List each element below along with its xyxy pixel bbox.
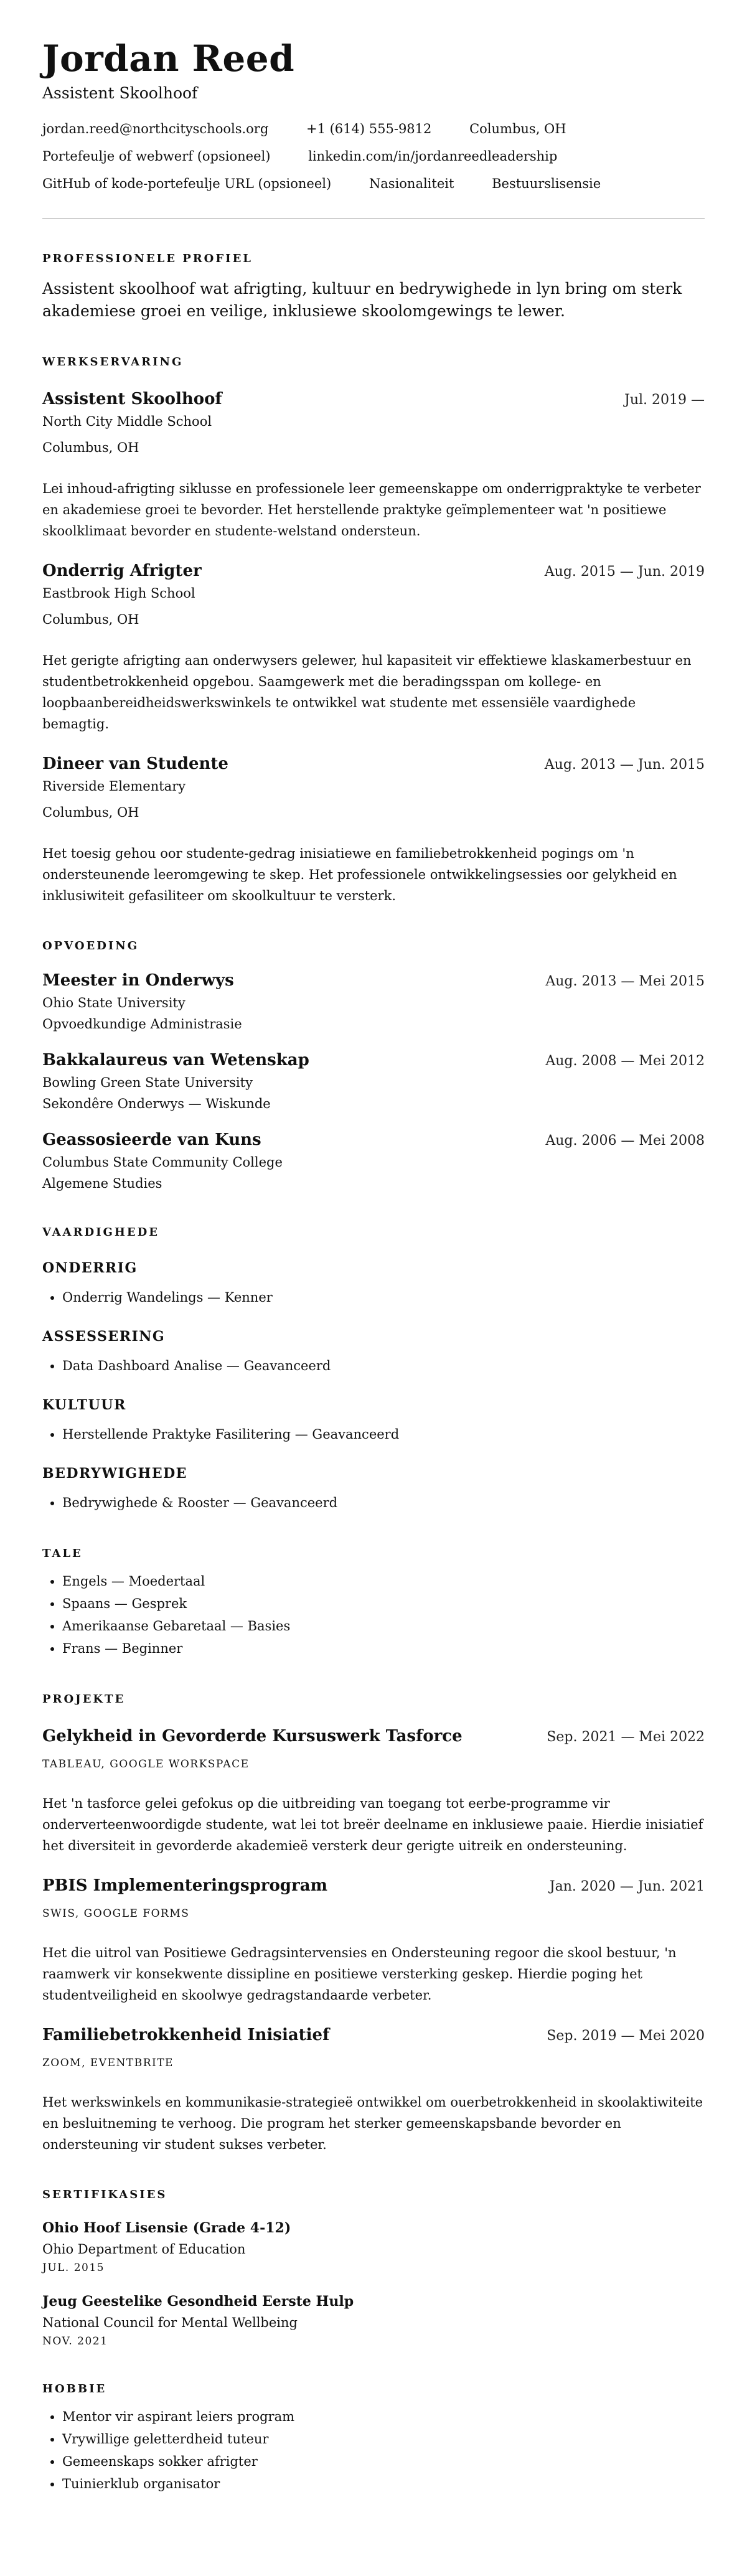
job-title: Onderrig Afrigter [42, 562, 202, 580]
resume-header [42, 36, 705, 193]
language-list [42, 1570, 705, 1660]
education-entry [42, 970, 705, 1033]
section-title: VAARDIGHEDE [42, 1226, 159, 1239]
contact-portfolio: Portefeulje of webwerf (opsioneel) [42, 149, 271, 164]
certification-date: JUL. 2015 [42, 2262, 105, 2274]
section-title: PROJEKTE [42, 1693, 126, 1706]
profile-section [42, 251, 705, 322]
project-description: Het die uitrol van Positiewe Gedragsintervensies en Ondersteuning regoor die skool bestuur, 'n raamwerk vir konsekwente dissipline en positiewe versterking geskep. Hierdie poging het studentveiligheid en skoolwye gedragstandaarde verbeter. [42, 1945, 677, 2003]
project-entry [42, 2024, 705, 2155]
education-dates: Aug. 2013 — Mei 2015 [545, 974, 705, 989]
project-dates: Sep. 2019 — Mei 2020 [547, 2028, 705, 2044]
project-title: PBIS Implementeringsprogram [42, 1876, 328, 1895]
certification-title: Ohio Hoof Lisensie (Grade 4-12) [42, 2220, 291, 2236]
skill-list [42, 1286, 705, 1309]
languages-section [42, 1546, 705, 1660]
job-description: Het gerigte afrigting aan onderwysers gelewer, hul kapasiteit vir effektiewe klaskamerbestuur en studentbetrokkenheid opgebou. Saamgewerk met die beradingsspan om kollege- en loopbaanbereidheidswerkswinkels te ontwikkel wat studente met essensiële vaardighede bemagtig. [42, 653, 692, 731]
certifications-section [42, 2188, 705, 2349]
header-divider [42, 218, 705, 219]
skill-list [42, 1355, 705, 1377]
education-dates: Aug. 2008 — Mei 2012 [545, 1053, 705, 1069]
project-dates: Jan. 2020 — Jun. 2021 [549, 1879, 705, 1894]
employer: North City Middle School [42, 414, 212, 429]
certification-entry [42, 2219, 705, 2276]
job-title: Assistent Skoolhoof [42, 390, 222, 408]
language-item: • Engels — Moedertaal [62, 1570, 705, 1592]
contact-drivers-license: Bestuurslisensie [492, 176, 601, 191]
skill-list [42, 1423, 705, 1445]
experience-entry [42, 388, 705, 542]
skill-category: ASSESSERING [42, 1328, 166, 1345]
project-description: Het 'n tasforce gelei gefokus op die uitbreiding van toegang tot eerbe-programme vir onderverteenwoordigde studente, wat lei tot breër deelname en inklusiewe paaie. Hierdie inisiatief het diversiteit in gevorderde akademieë versterk deur gerigte uitreik en ondersteuning. [42, 1796, 703, 1853]
school-name: Ohio State University [42, 995, 186, 1010]
project-dates: Sep. 2021 — Mei 2022 [547, 1729, 705, 1745]
profile-summary: Assistent skoolhoof wat afrigting, kultuur en bedrywighede in lyn bring om sterk akademiese groei en veilige, inklusiewe skoolomgewings te lewer. [42, 280, 682, 320]
experience-section [42, 355, 705, 906]
hobby-list [42, 2405, 705, 2495]
section-title: TALE [42, 1547, 83, 1560]
candidate-name: Jordan Reed [42, 37, 295, 80]
certification-date: NOV. 2021 [42, 2335, 108, 2348]
job-title: Dineer van Studente [42, 754, 228, 773]
contact-linkedin[interactable]: linkedin.com/in/jordanreedleadership [308, 149, 558, 164]
job-dates: Aug. 2015 — Jun. 2019 [544, 564, 705, 580]
degree-title: Meester in Onderwys [42, 971, 234, 990]
skills-section [42, 1225, 705, 1514]
section-title: HOBBIE [42, 2382, 107, 2395]
contact-nationality: Nasionaliteit [369, 176, 454, 191]
contact-phone[interactable]: +1 (614) 555-9812 [306, 121, 432, 136]
contact-row [42, 174, 705, 193]
education-entry [42, 1050, 705, 1113]
hobbies-section [42, 2382, 705, 2495]
project-title: Familiebetrokkenheid Inisiatief [42, 2026, 330, 2044]
language-item: • Spaans — Gesprek [62, 1592, 705, 1615]
hobby-item: • Mentor vir aspirant leiers program [62, 2405, 705, 2428]
skill-item: • Data Dashboard Analise — Geavanceerd [62, 1355, 705, 1377]
project-entry [42, 1875, 705, 2006]
education-entry [42, 1129, 705, 1193]
job-description: Lei inhoud-afrigting siklusse en professionele leer gemeenskappe om onderrigpraktyke te verbeter en akademiese groei te bevorder. Het herstellende praktyke geïmplementeer wat 'n positiewe skoolklimaat bevorder en studente-welstand ondersteun. [42, 481, 701, 538]
job-dates: Aug. 2013 — Jun. 2015 [544, 757, 705, 773]
degree-title: Geassosieerde van Kuns [42, 1131, 261, 1149]
skill-category: BEDRYWIGHEDE [42, 1465, 187, 1482]
section-title: WERKSERVARING [42, 355, 184, 369]
certification-issuer: Ohio Department of Education [42, 2242, 246, 2257]
certification-title: Jeug Geestelike Gesondheid Eerste Hulp [42, 2293, 354, 2310]
contact-email[interactable]: jordan.reed@northcityschools.org [42, 121, 269, 136]
school-name: Bowling Green State University [42, 1075, 253, 1090]
project-tools: SWIS, GOOGLE FORMS [42, 1907, 190, 1920]
education-section [42, 939, 705, 1193]
field-of-study: Sekondêre Onderwys — Wiskunde [42, 1096, 271, 1111]
certification-entry [42, 2292, 705, 2349]
school-name: Columbus State Community College [42, 1155, 283, 1170]
field-of-study: Opvoedkundige Administrasie [42, 1017, 242, 1032]
skill-list [42, 1492, 705, 1514]
section-title: OPVOEDING [42, 939, 139, 952]
section-title: PROFESSIONELE PROFIEL [42, 252, 253, 265]
language-item: • Amerikaanse Gebaretaal — Basies [62, 1615, 705, 1637]
project-tools: ZOOM, EVENTBRITE [42, 2057, 174, 2069]
skill-category: KULTUUR [42, 1397, 126, 1413]
project-description: Het werkswinkels en kommunikasie-strategieë ontwikkel om ouerbetrokkenheid in skoolaktiwiteite en besluitneming te verhoog. Die program het sterker gemeenskapsbande bevorder en ondersteuning vir student sukses verbeter. [42, 2095, 703, 2152]
degree-title: Bakkalaureus van Wetenskap [42, 1051, 309, 1069]
skill-category: ONDERRIG [42, 1260, 138, 1276]
hobby-item: • Tuinierklub organisator [62, 2473, 705, 2495]
project-entry [42, 1726, 705, 1856]
education-dates: Aug. 2006 — Mei 2008 [545, 1133, 705, 1149]
hobby-item: • Gemeenskaps sokker afrigter [62, 2450, 705, 2473]
candidate-role: Assistent Skoolhoof [42, 84, 198, 102]
skill-item: • Herstellende Praktyke Fasilitering — Geavanceerd [62, 1423, 705, 1445]
skill-item: • Onderrig Wandelings — Kenner [62, 1286, 705, 1309]
experience-entry [42, 560, 705, 735]
hobby-item: • Vrywillige geletterdheid tuteur [62, 2428, 705, 2450]
employer: Riverside Elementary [42, 779, 186, 794]
job-location: Columbus, OH [42, 805, 139, 820]
employer: Eastbrook High School [42, 586, 195, 601]
experience-entry [42, 753, 705, 906]
language-item: • Frans — Beginner [62, 1637, 705, 1660]
contact-github: GitHub of kode-portefeulje URL (opsioneel) [42, 176, 332, 191]
project-title: Gelykheid in Gevorderde Kursuswerk Tasforce [42, 1727, 463, 1746]
job-location: Columbus, OH [42, 612, 139, 627]
section-title: SERTIFIKASIES [42, 2188, 167, 2201]
job-location: Columbus, OH [42, 440, 139, 455]
certification-issuer: National Council for Mental Wellbeing [42, 2315, 298, 2330]
job-description: Het toesig gehou oor studente-gedrag inisiatiewe en familiebetrokkenheid pogings om 'n ondersteunende leeromgewing te skep. Het professionele ontwikkelingsessies oor gelykheid en inklusiwiteit gefasiliteer om skoolkultuur te versterk. [42, 846, 677, 903]
field-of-study: Algemene Studies [42, 1176, 162, 1191]
projects-section [42, 1692, 705, 2155]
project-tools: TABLEAU, GOOGLE WORKSPACE [42, 1758, 250, 1770]
contact-location: Columbus, OH [469, 121, 566, 136]
skill-item: • Bedrywighede & Rooster — Geavanceerd [62, 1492, 705, 1514]
job-dates: Jul. 2019 — [624, 392, 705, 408]
contact-row [42, 147, 705, 166]
contact-row [42, 120, 705, 138]
